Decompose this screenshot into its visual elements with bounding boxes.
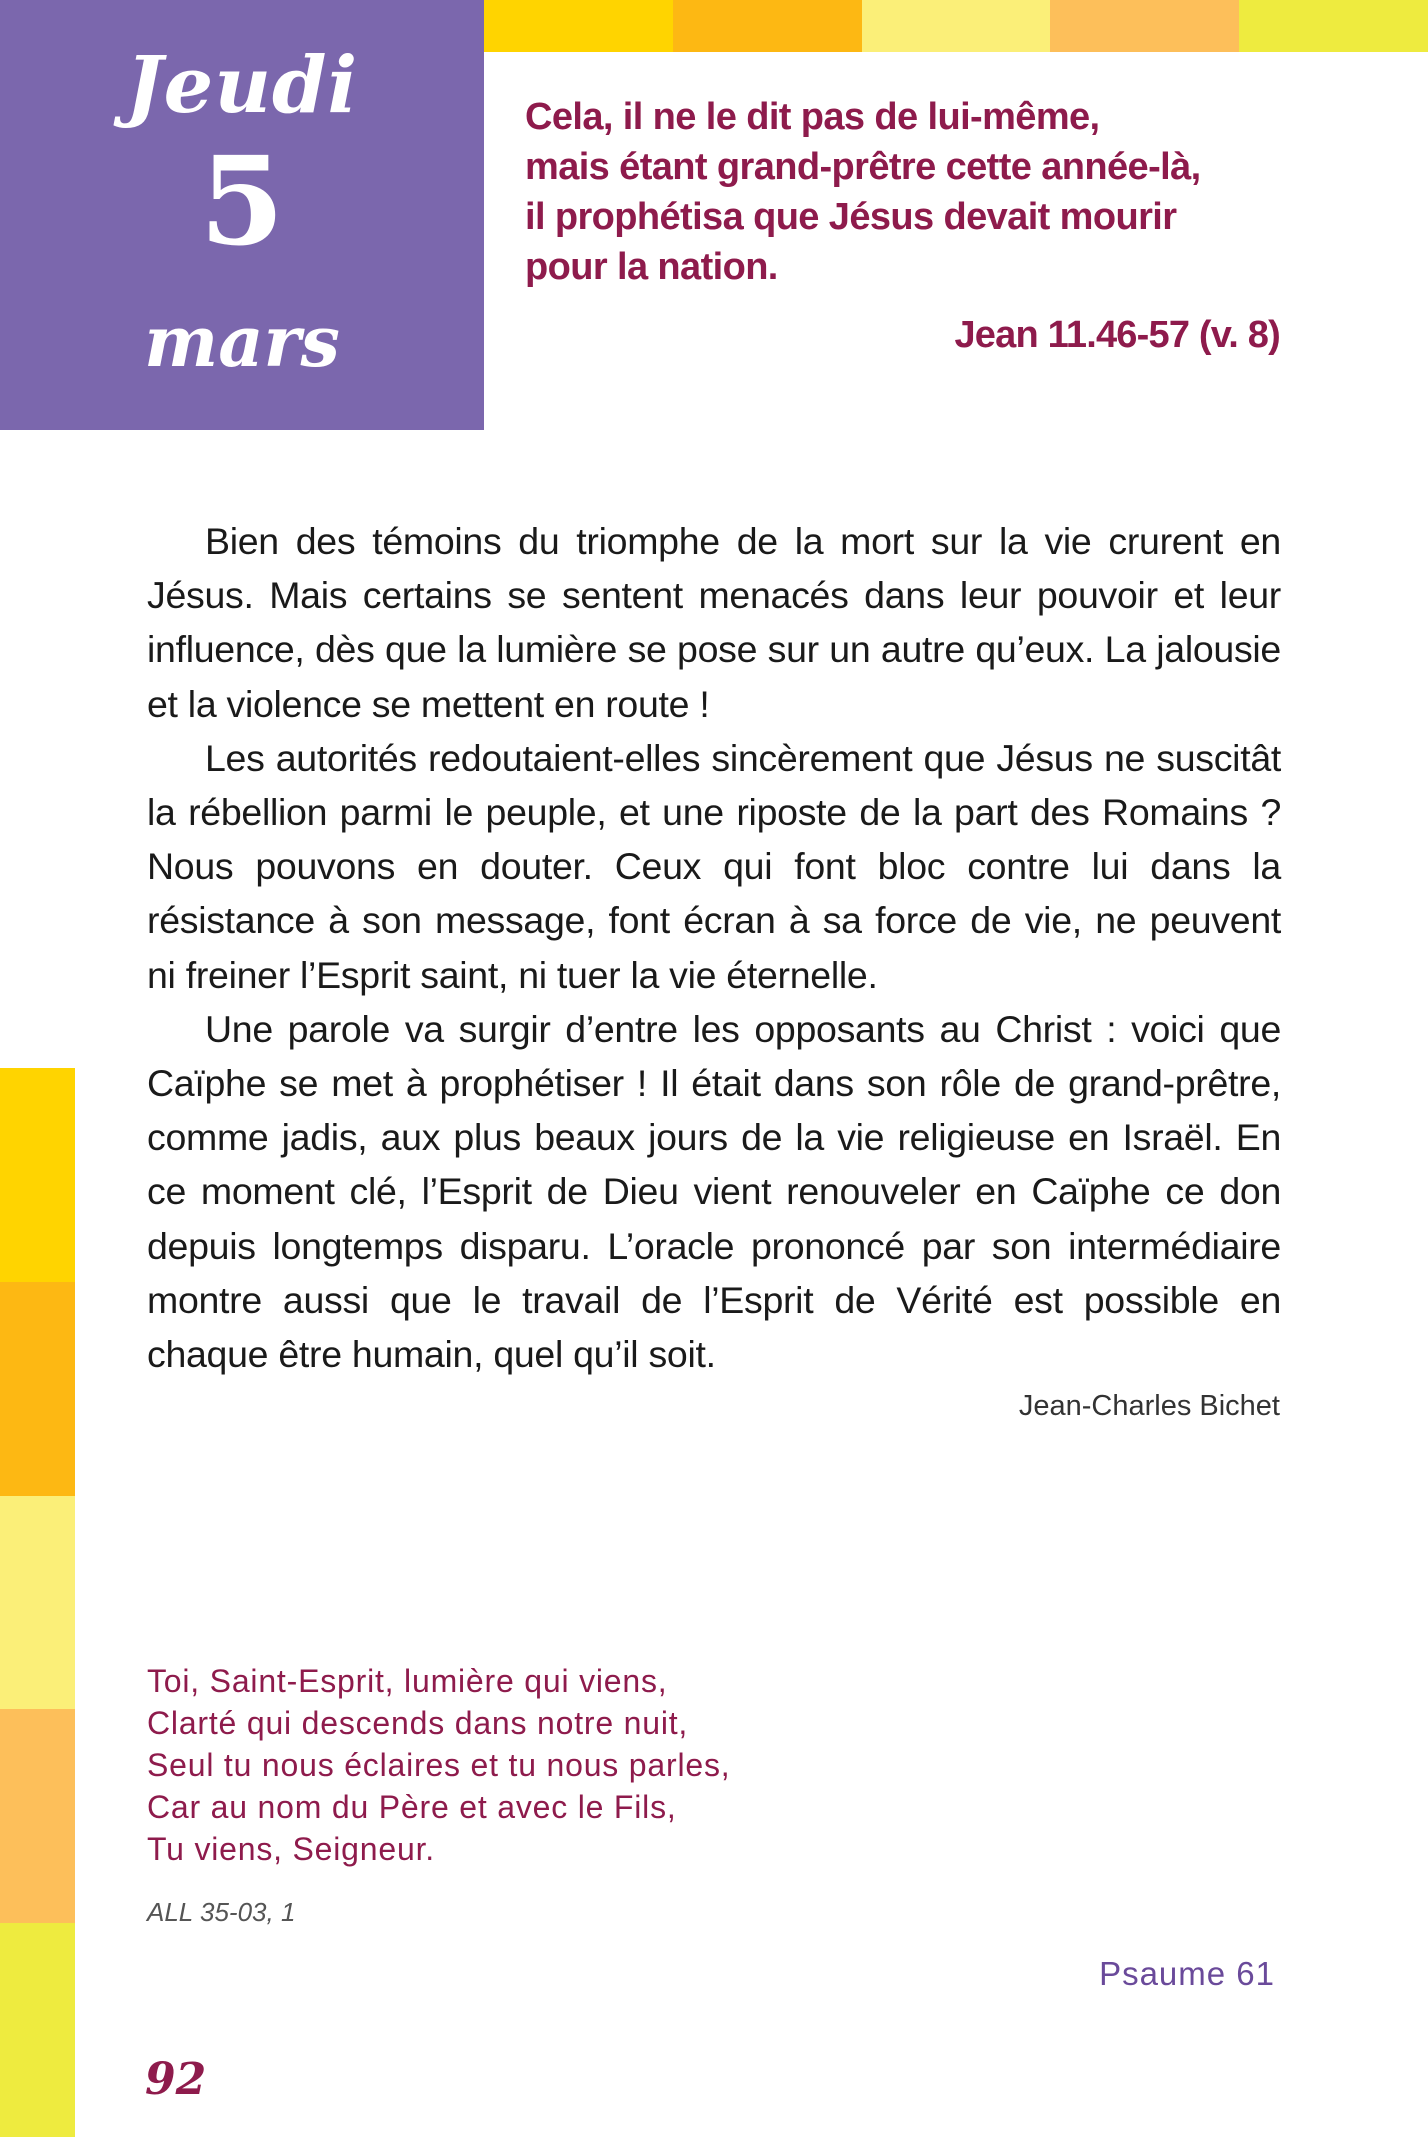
prayer-line: Clarté qui descends dans notre nuit, (147, 1705, 689, 1741)
stripe-segment (1050, 0, 1239, 52)
verse-line: pour la nation. (525, 246, 778, 288)
meditation-text (147, 514, 1281, 1381)
stripe-segment (0, 1709, 75, 1923)
prayer-hymn (147, 1660, 730, 1870)
paragraph: Une parole va surgir d’entre les opposants au Christ : voici que Caïphe se met à prophétiser ! Il était dans son rôle de grand-prêtre, comme jadis, aux plus beaux jours de la vie religieuse en Israël. En ce moment clé, l’Esprit de Dieu vient renouveler en Caïphe ce don depuis longtemps disparu. L’oracle prononcé par son intermédiaire montre aussi que le travail de l’Esprit de Vérité est possible en chaque être humain, quel qu’il soit. (147, 1007, 1281, 1376)
date-box (0, 0, 484, 430)
page-number: 92 (145, 2054, 207, 2105)
date-number: 5 (199, 129, 285, 273)
stripe-segment (0, 1282, 75, 1496)
prayer-line: Toi, Saint-Esprit, lumière qui viens, (147, 1663, 668, 1699)
left-color-stripe (0, 1068, 75, 2137)
stripe-segment (1239, 0, 1428, 52)
stripe-segment (0, 1496, 75, 1710)
verse-line: il prophétisa que Jésus devait mourir (525, 196, 1177, 238)
prayer-line: Tu viens, Seigneur. (147, 1831, 435, 1867)
date-day: Jeudi (125, 40, 359, 131)
paragraph: Les autorités redoutaient-elles sincèrement que Jésus ne suscitât la rébellion parmi le peuple, et une riposte de la part des Romains ? Nous pouvons en douter. Ceux qui font bloc contre lui dans la résistance à son message, font écran à sa force de vie, ne peuvent ni freiner l’Esprit saint, ni tuer la vie éternelle. (147, 736, 1281, 996)
stripe-segment (0, 1068, 75, 1282)
top-color-stripe (484, 0, 1428, 52)
stripe-segment (673, 0, 862, 52)
bible-verse (525, 92, 1305, 292)
hymn-reference: ALL 35-03, 1 (147, 1897, 296, 1927)
stripe-segment (0, 1923, 75, 2137)
author-name: Jean-Charles Bichet (1018, 1390, 1280, 1422)
verse-line: Cela, il ne le dit pas de lui-même, (525, 96, 1100, 138)
paragraph: Bien des témoins du triomphe de la mort sur la vie crurent en Jésus. Mais certains se sentent menacés dans leur pouvoir et leur influence, dès que la lumière se pose sur un autre qu’eux. La jalousie et la violence se mettent en route ! (147, 520, 1281, 725)
psalm-reference: Psaume 61 (1099, 1955, 1275, 1992)
prayer-line: Seul tu nous éclaires et tu nous parles, (147, 1747, 731, 1783)
prayer-line: Car au nom du Père et avec le Fils, (147, 1789, 677, 1825)
stripe-segment (484, 0, 673, 52)
verse-reference: Jean 11.46-57 (v. 8) (954, 314, 1280, 356)
stripe-segment (862, 0, 1051, 52)
verse-line: mais étant grand-prêtre cette année-là, (525, 146, 1201, 188)
date-month: mars (144, 300, 340, 383)
